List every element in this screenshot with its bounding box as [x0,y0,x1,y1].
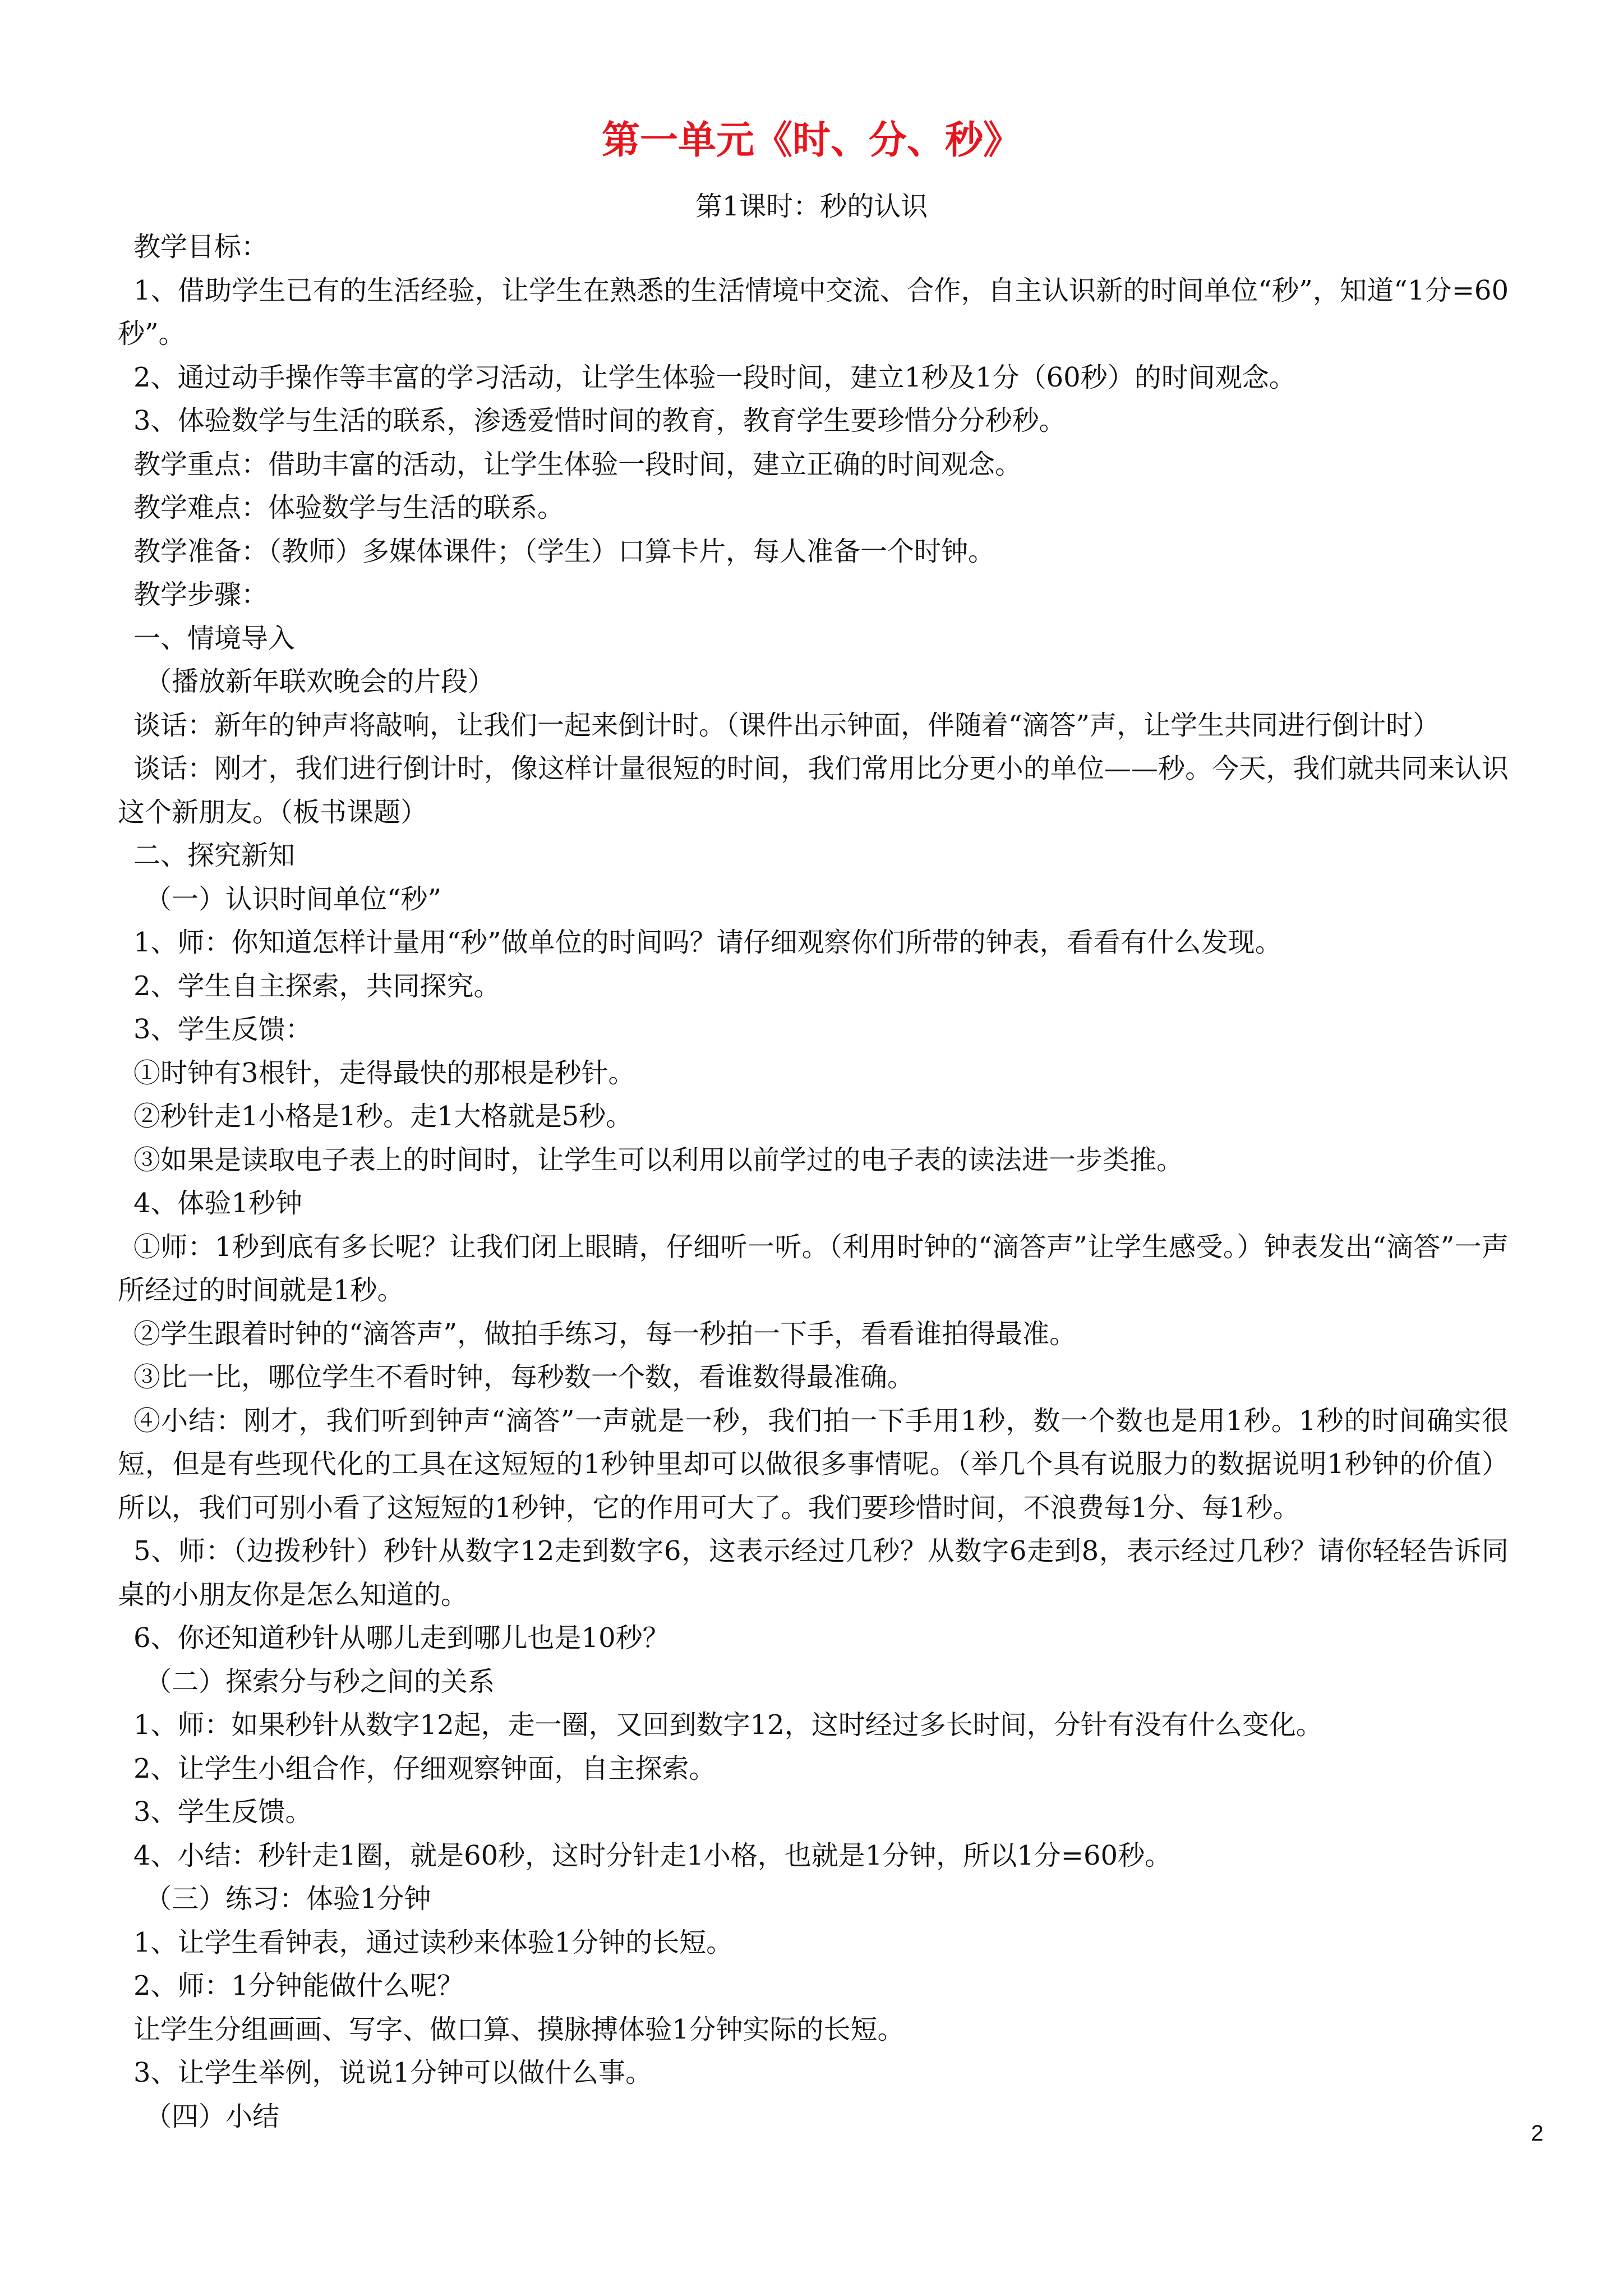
lesson-subtitle: 第1课时：秒的认识 [695,191,928,222]
text-line: （四）小结 [145,2100,280,2132]
text-line: 让学生分组画画、写字、做口算、摸脉搏体验1分钟实际的长短。 [133,2013,905,2045]
text-line: 1、师：你知道怎样计量用“秒”做单位的时间吗？请仔细观察你们所带的钟表，看看有什么发现。 [133,927,1282,958]
text-line: 3、学生反馈： [133,1014,312,1045]
text-line: 6、你还知道秒针从哪儿走到哪儿也是10秒？ [133,1622,670,1654]
text-line: 一、情境导入 [133,622,296,654]
text-line: 1、师：如果秒针从数字12起，走一圈，又回到数字12，这时经过多长时间，分针有没有什么变化。 [133,1709,1323,1741]
text-line: ③如果是读取电子表上的时间时，让学生可以利用以前学过的电子表的读法进一步类推。 [133,1144,1184,1176]
paragraph: ①师：1秒到底有多长呢？让我们闭上眼睛，仔细听一听。（利用时钟的“滴答声”让学生感受。）钟表发出“滴答”一声所经过的时间就是1秒。 [118,1231,1509,1306]
text-line: 教学准备：（教师）多媒体课件；（学生）口算卡片，每人准备一个时钟。 [133,535,995,567]
text-line: （一）认识时间单位“秒” [145,883,442,915]
text-line: ③比一比，哪位学生不看时钟，每秒数一个数，看谁数得最准确。 [133,1361,915,1393]
text-line: 2、师：1分钟能做什么呢？ [133,1970,464,2001]
text-line: （播放新年联欢晚会的片段） [145,666,495,697]
text-line: 教学重点：借助丰富的活动，让学生体验一段时间，建立正确的时间观念。 [133,448,1022,480]
text-line: 4、小结：秒针走1圈，就是60秒，这时分针走1小格，也就是1分钟，所以1分=60秒。 [133,1839,1172,1871]
paragraph: 1、借助学生已有的生活经验，让学生在熟悉的生活情境中交流、合作，自主认识新的时间单位“秒”，知道“1分=60秒”。 [118,274,1509,349]
paragraph: 5、师：（边拨秒针）秒针从数字12走到数字6，这表示经过几秒？从数字6走到8，表示经过几秒？请你轻轻告诉同桌的小朋友你是怎么知道的。 [118,1535,1509,1611]
text-line: ②秒针走1小格是1秒。走1大格就是5秒。 [133,1101,633,1132]
text-line: 2、学生自主探索，共同探究。 [133,970,501,1002]
text-line: 1、让学生看钟表，通过读秒来体验1分钟的长短。 [133,1926,734,1958]
text-line: 2、通过动手操作等丰富的学习活动，让学生体验一段时间，建立1秒及1分（60秒）的时间观念。 [133,361,1296,393]
lesson-plan-body [118,226,1509,2138]
paragraph: 谈话：刚才，我们进行倒计时，像这样计量很短的时间，我们常用比分更小的单位——秒。今天，我们就共同来认识这个新朋友。（板书课题） [118,753,1509,828]
text-line: 教学步骤： [133,579,269,610]
text-line: 2、让学生小组合作，仔细观察钟面，自主探索。 [133,1752,716,1784]
paragraph: ④小结：刚才，我们听到钟声“滴答”一声就是一秒，我们拍一下手用1秒，数一个数也是用1秒。1秒的时间确实很短，但是有些现代化的工具在这短短的1秒钟里却可以做很多事情呢。（举几个具有说服力的数据说明1秒钟的价值）所以，我们可别小看了这短短的1秒钟，它的作用可大了。我们要珍惜时间，不浪费每1分、每1秒。 [118,1405,1509,1524]
text-line: 教学目标： [133,231,269,263]
text-line: ②学生跟着时钟的“滴答声”，做拍手练习，每一秒拍一下手，看看谁拍得最准。 [133,1318,1077,1350]
page-number: 2 [1531,2121,1544,2146]
text-line: 4、体验1秒钟 [133,1188,303,1219]
text-line: 二、探究新知 [133,840,296,871]
text-line: 谈话：新年的钟声将敲响，让我们一起来倒计时。（课件出示钟面，伴随着“滴答”声，让学生共同进行倒计时） [133,709,1440,741]
text-line: 3、学生反馈。 [133,1796,312,1828]
text-line: （二）探索分与秒之间的关系 [145,1665,495,1697]
text-line: ①时钟有3根针，走得最快的那根是秒针。 [133,1057,635,1089]
text-line: 3、体验数学与生活的联系，渗透爱惜时间的教育，教育学生要珍惜分分秒秒。 [133,405,1066,436]
unit-title: 第一单元《时、分、秒》 [601,118,1021,163]
text-line: 教学难点：体验数学与生活的联系。 [133,492,565,523]
text-line: 3、让学生举例，说说1分钟可以做什么事。 [133,2057,653,2088]
text-line: （三）练习：体验1分钟 [145,1883,431,1915]
